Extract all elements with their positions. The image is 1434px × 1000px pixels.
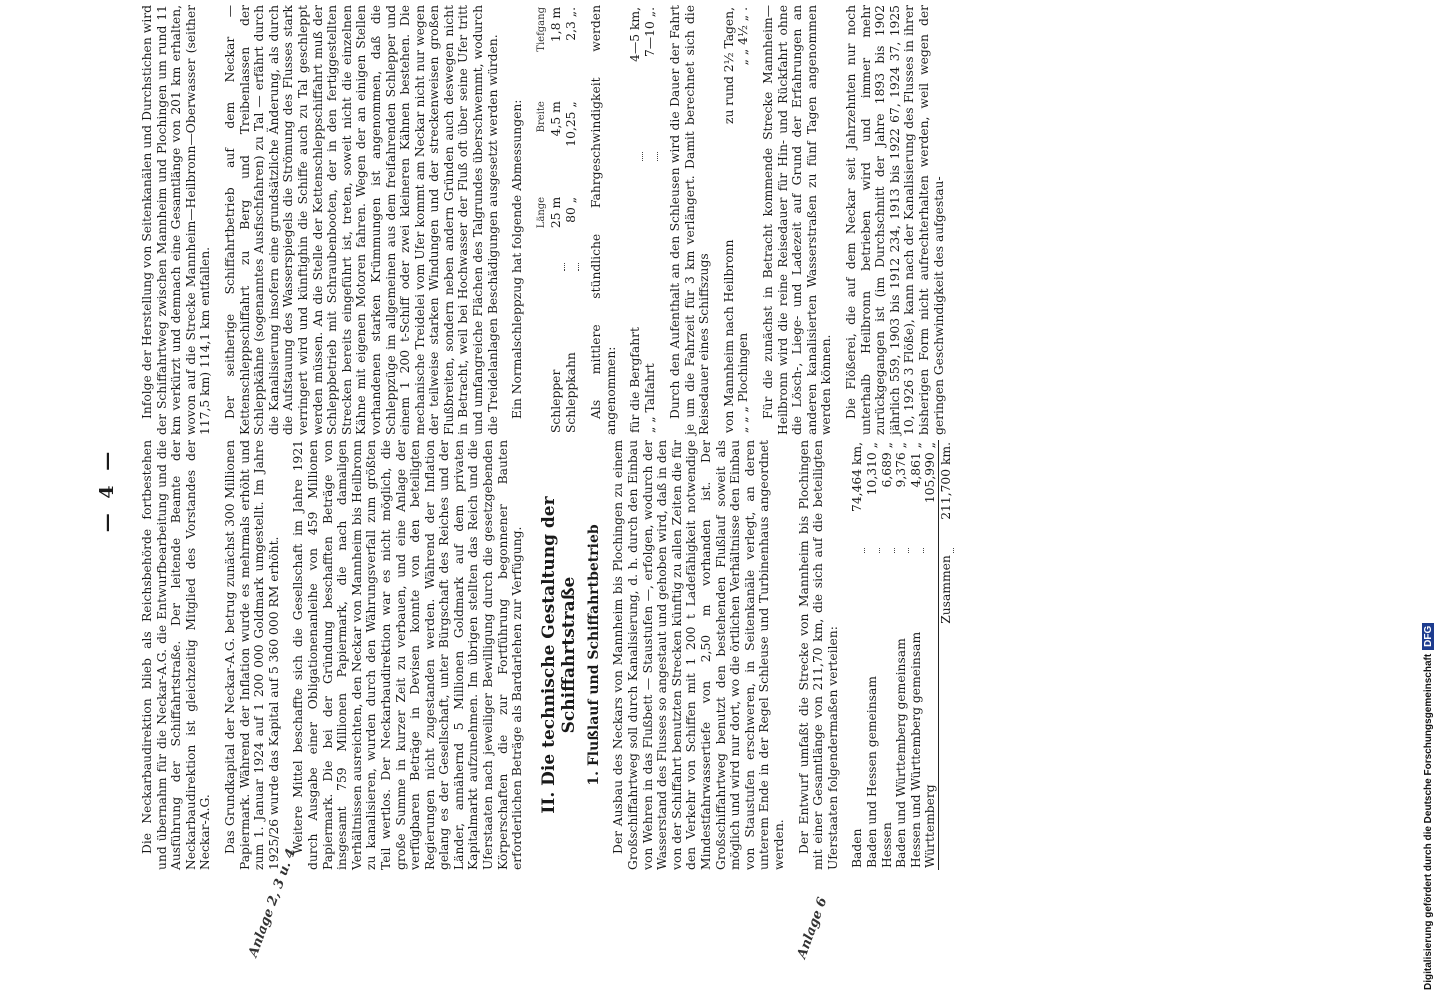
table-cell: Baden und Hessen gemeinsam [864, 676, 879, 868]
length-table [850, 440, 954, 870]
table-cell: Hessen und Württemberg gemeinsam [908, 631, 923, 868]
digitization-credit [1422, 0, 1434, 990]
paragraph: Infolge der Herstellung von Seitenkanälen und Durchstichen wird der Schiffahrtweg zwischen Mannheim und Plochingen um rund 11 km verkürzt und demnach eine Gesamtlänge von 201 km erhalten, wovon auf die Strecke Mannheim—Heilbronn—Oberwasser (seither 117,5 km) 114,1 km entfallen. [140, 5, 213, 435]
table-cell: zu rund 2½ Tagen, [721, 7, 736, 125]
table-row [628, 5, 643, 435]
table-cell: „ „ 4½ „ . [736, 7, 751, 66]
table-row [736, 5, 751, 435]
paragraph: Das Grundkapital der Neckar-A.G. betrug zunächst 300 Millionen Papiermark. Während der Inflation wurde es mehrmals erhöht und zum 1. Januar 1924 auf 1 200 000 Goldmark umgestellt. Im Jahre 1925/26 wurde das Kapital auf 5 360 000 RM erhöht. [222, 440, 281, 870]
table-cell: 1,8 m [549, 7, 564, 43]
table-cell: Baden [850, 828, 865, 868]
paragraph: Durch den Aufenthalt an den Schleusen wird die Dauer der Fahrt je um die Fahrzeit für 3 km verlängert. Damit berechnet sich die Reisedauer eines Schiffszugs [668, 5, 712, 435]
credit-text: Digitalisierung gefördert durch die Deutsche Forschungsgemeinschaft [1423, 653, 1434, 990]
table-header-row [535, 5, 550, 435]
table-cell: 105,990 „ [923, 442, 938, 504]
page-number: — 4 — [96, 447, 118, 533]
paragraph: Als mittlere stündliche Fahrgeschwindigkeit werden angenommen: [589, 5, 618, 435]
table-row [643, 5, 658, 435]
table-cell: 4—5 km, [628, 7, 643, 62]
paragraph: Die Flößerei, die auf dem Neckar seit Jahrzehnten nur noch unterhalb Heilbronn betrieben wird und immer mehr zurückgegangen ist (im Durchschnitt der Jahre 1893 bis 1902 jährlich 559, 1903 bis 1912 234, 1913 bis 1922 67, 1924 37, 1925 10, 1926 3 Flöße), kann nach der Kanalisierung des Flusses in ihrer bisherigen Form nicht aufrechterhalten werden, weil wegen der geringen Geschwindigkeit des aufgestau- [843, 5, 946, 435]
table-row [923, 440, 938, 870]
table-cell: für die Bergfahrt [628, 327, 643, 433]
table-cell: von Mannheim nach Heilbronn [721, 239, 736, 433]
table-cell: 2,3 „. [564, 7, 579, 41]
dfg-logo: DFG [1422, 623, 1434, 650]
table-cell: 4,861 „ [908, 442, 923, 488]
table-cell: Schleppkahn [564, 352, 579, 433]
table-cell: 74,464 km, [850, 442, 865, 512]
table-row [880, 440, 895, 870]
table-cell: Baden und Württemberg gemeinsam [894, 638, 909, 868]
table-cell: „ „ „ Plochingen [736, 332, 751, 433]
paragraph: Die Neckarbaudirektion blieb als Reichsbehörde fortbestehen und übernahm für die Neckar-A.G. die Entwurfbearbeitung und die Ausführung der Schiffahrtstraße. Der leitende Beamte der Neckarbaudirektion ist gleichzeitig Mitglied des Vorstandes der Neckar-A.G. [140, 440, 213, 870]
paragraph: Ein Normalschleppzug hat folgende Abmessungen: [510, 99, 525, 419]
table-row [909, 440, 924, 870]
table-cell: 4,5 m [549, 101, 564, 137]
annotation-stamp: Anlage 6 [794, 895, 831, 961]
table-cell: 7—10 „. [642, 7, 657, 57]
total-label: Zusammen [938, 553, 953, 870]
table-cell: Württemberg [923, 784, 938, 868]
table-cell: 25 m [549, 196, 564, 229]
paragraph: Der seitherige Schiffahrtbetrieb auf dem Neckar — Kettenschleppschiffahrt zu Berg und Treibenlassen der Schleppkähne (sogenanntes Ausfischfahren) zu Tal — erfährt durch die Kanalisierung insofern eine grundsätzliche Änderung, als durch die Aufstauung des Wasserspiegels die Strömung des Flusses stark verringert wird und künftighin die Schiffe auch zu Tal geschleppt werden müssen. An die Stelle der Kettenschleppschiffahrt muß der Schleppbetrieb mit Schraubenbooten, der in den fertiggestellten Strecken bereits eingeführt ist, treten, soweit nicht die einzelnen Kähne mit eigenen Motoren fahren. Wegen der an einigen Stellen vorhandenen starken Krümmungen ist angenommen, daß die Schleppzüge im allgemeinen aus dem freifahrenden Schlepper und einem 1 200 t-Schiff oder zwei kleineren Kähnen bestehen. Die mechanische Treidelei vom Ufer kommt am Neckar nicht nur wegen der teilweise starken Windungen und der streckenweisen großen Flußbreiten, sondern neben andern Gründen auch deswegen nicht in Betracht, weil bei Hochwasser der Fluß oft über seine Ufer tritt und umfangreiche Flächen des Talgrundes überschwemmt, wodurch die Treidelanlagen Beschädigungen ausgesetzt werden würden. [222, 5, 500, 435]
table-row [865, 440, 880, 870]
table-cell: 10,25 „ [564, 101, 579, 147]
total-row [938, 440, 953, 870]
column-header: Breite [535, 101, 547, 133]
table-row [549, 5, 564, 435]
column-header: Tiefgang [535, 7, 547, 52]
right-column [140, 5, 956, 435]
paragraph: Für die zunächst in Betracht kommende Strecke Mannheim—Heilbronn wird die reine Reisedauer für Hin- und Rückfahrt ohne die Lösch-, Liege- und Ladezeit auf Grund der Erfahrungen an anderen kanalisierten Wasserstraßen zu fünf Tagen angenommen werden können. [760, 5, 834, 435]
total-value: 211,700 km. [938, 440, 953, 548]
table-cell: 80 „ [564, 196, 579, 223]
paragraph: Weitere Mittel beschaffte sich die Gesellschaft im Jahre 1921 durch Ausgabe einer Obligationenanleihe von 459 Millionen Papiermark. Die bei der Gründung beschafften Beträge von insgesamt 759 Millionen Papiermark, die nach damaligen Verhältnissen ausreichten, den Neckar von Mannheim bis Heilbronn zu kanalisieren, wurden durch den Währungsverfall zum größten Teil wertlos. Der Neckarbaudirektion war es nicht möglich, die große Summe in kurzer Zeit zu verbauen, und eine Anlage der verfügbaren Beträge in Devisen konnte von den beteiligten Regierungen nicht zugestanden werden. Während der Inflation gelang es der Gesellschaft, unter Bürgschaft des Reiches und der Länder, annähernd 5 Millionen Goldmark auf dem privaten Kapitalmarkt aufzunehmen. Im übrigen stellten das Reich und die Uferstaaten nach jeweiliger Bewilligung durch die gesetzgebenden Körperschaften die zur Fortführung begonnener Bauten erforderlichen Beträge als Bardarlehen zur Verfügung. [291, 440, 525, 870]
trip-table [722, 5, 751, 435]
annotation-stamp: Anlage 2, 3 u. 4 [245, 846, 300, 960]
table-cell: 9,376 „ [894, 442, 909, 488]
table-cell: Schlepper [549, 369, 564, 433]
table-cell: 6,689 „ [879, 442, 894, 488]
left-column [140, 440, 964, 870]
table-cell: „ „ Talfahrt [642, 363, 657, 433]
section-heading: II. Die technische Gestaltung der Schiffahrtstraße [538, 496, 579, 814]
paragraph: Der Entwurf umfaßt die Strecke von Mannheim bis Plochingen mit einer Gesamtlänge von 211,70 km, die sich auf die beteiligten Uferstaaten folgendermaßen verteilen: [796, 440, 840, 870]
table-cell: 10,310 „ [864, 442, 879, 496]
table-row [894, 440, 909, 870]
dimensions-table [535, 5, 579, 435]
subsection-heading: 1. Flußlauf und Schiffahrtbetrieb [585, 524, 602, 786]
paragraph: Der Ausbau des Neckars von Mannheim bis Plochingen zu einem Großschiffahrtweg soll durch Kanalisierung, d. h. durch den Einbau von Wehren in das Flußbett — Staustufen —, erfolgen, wodurch der Wasserstand des Flusses so angestaut und gehoben wird, daß in den von der Schiffahrt benutzten Strecken künftig zu allen Zeiten die für den Verkehr von Schiffen mit 1 200 t Ladefähigkeit notwendige Mindestfahrwassertiefe von 2,50 m vorhanden ist. Der Großschiffahrtweg benutzt den bestehenden Flußlauf soweit als möglich und wird nur dort, wo die örtlichen Verhältnisse den Einbau von Staustufen erschweren, in Seitenkanäle verlegt, an deren unterem Ende in der Regel Schleuse und Turbinenhaus angeordnet werden. [611, 440, 786, 870]
speed-table [628, 5, 658, 435]
table-row [564, 5, 579, 435]
table-row [850, 440, 865, 870]
column-header: Länge [535, 196, 547, 229]
table-row [722, 5, 737, 435]
table-cell: Hessen [879, 822, 894, 868]
